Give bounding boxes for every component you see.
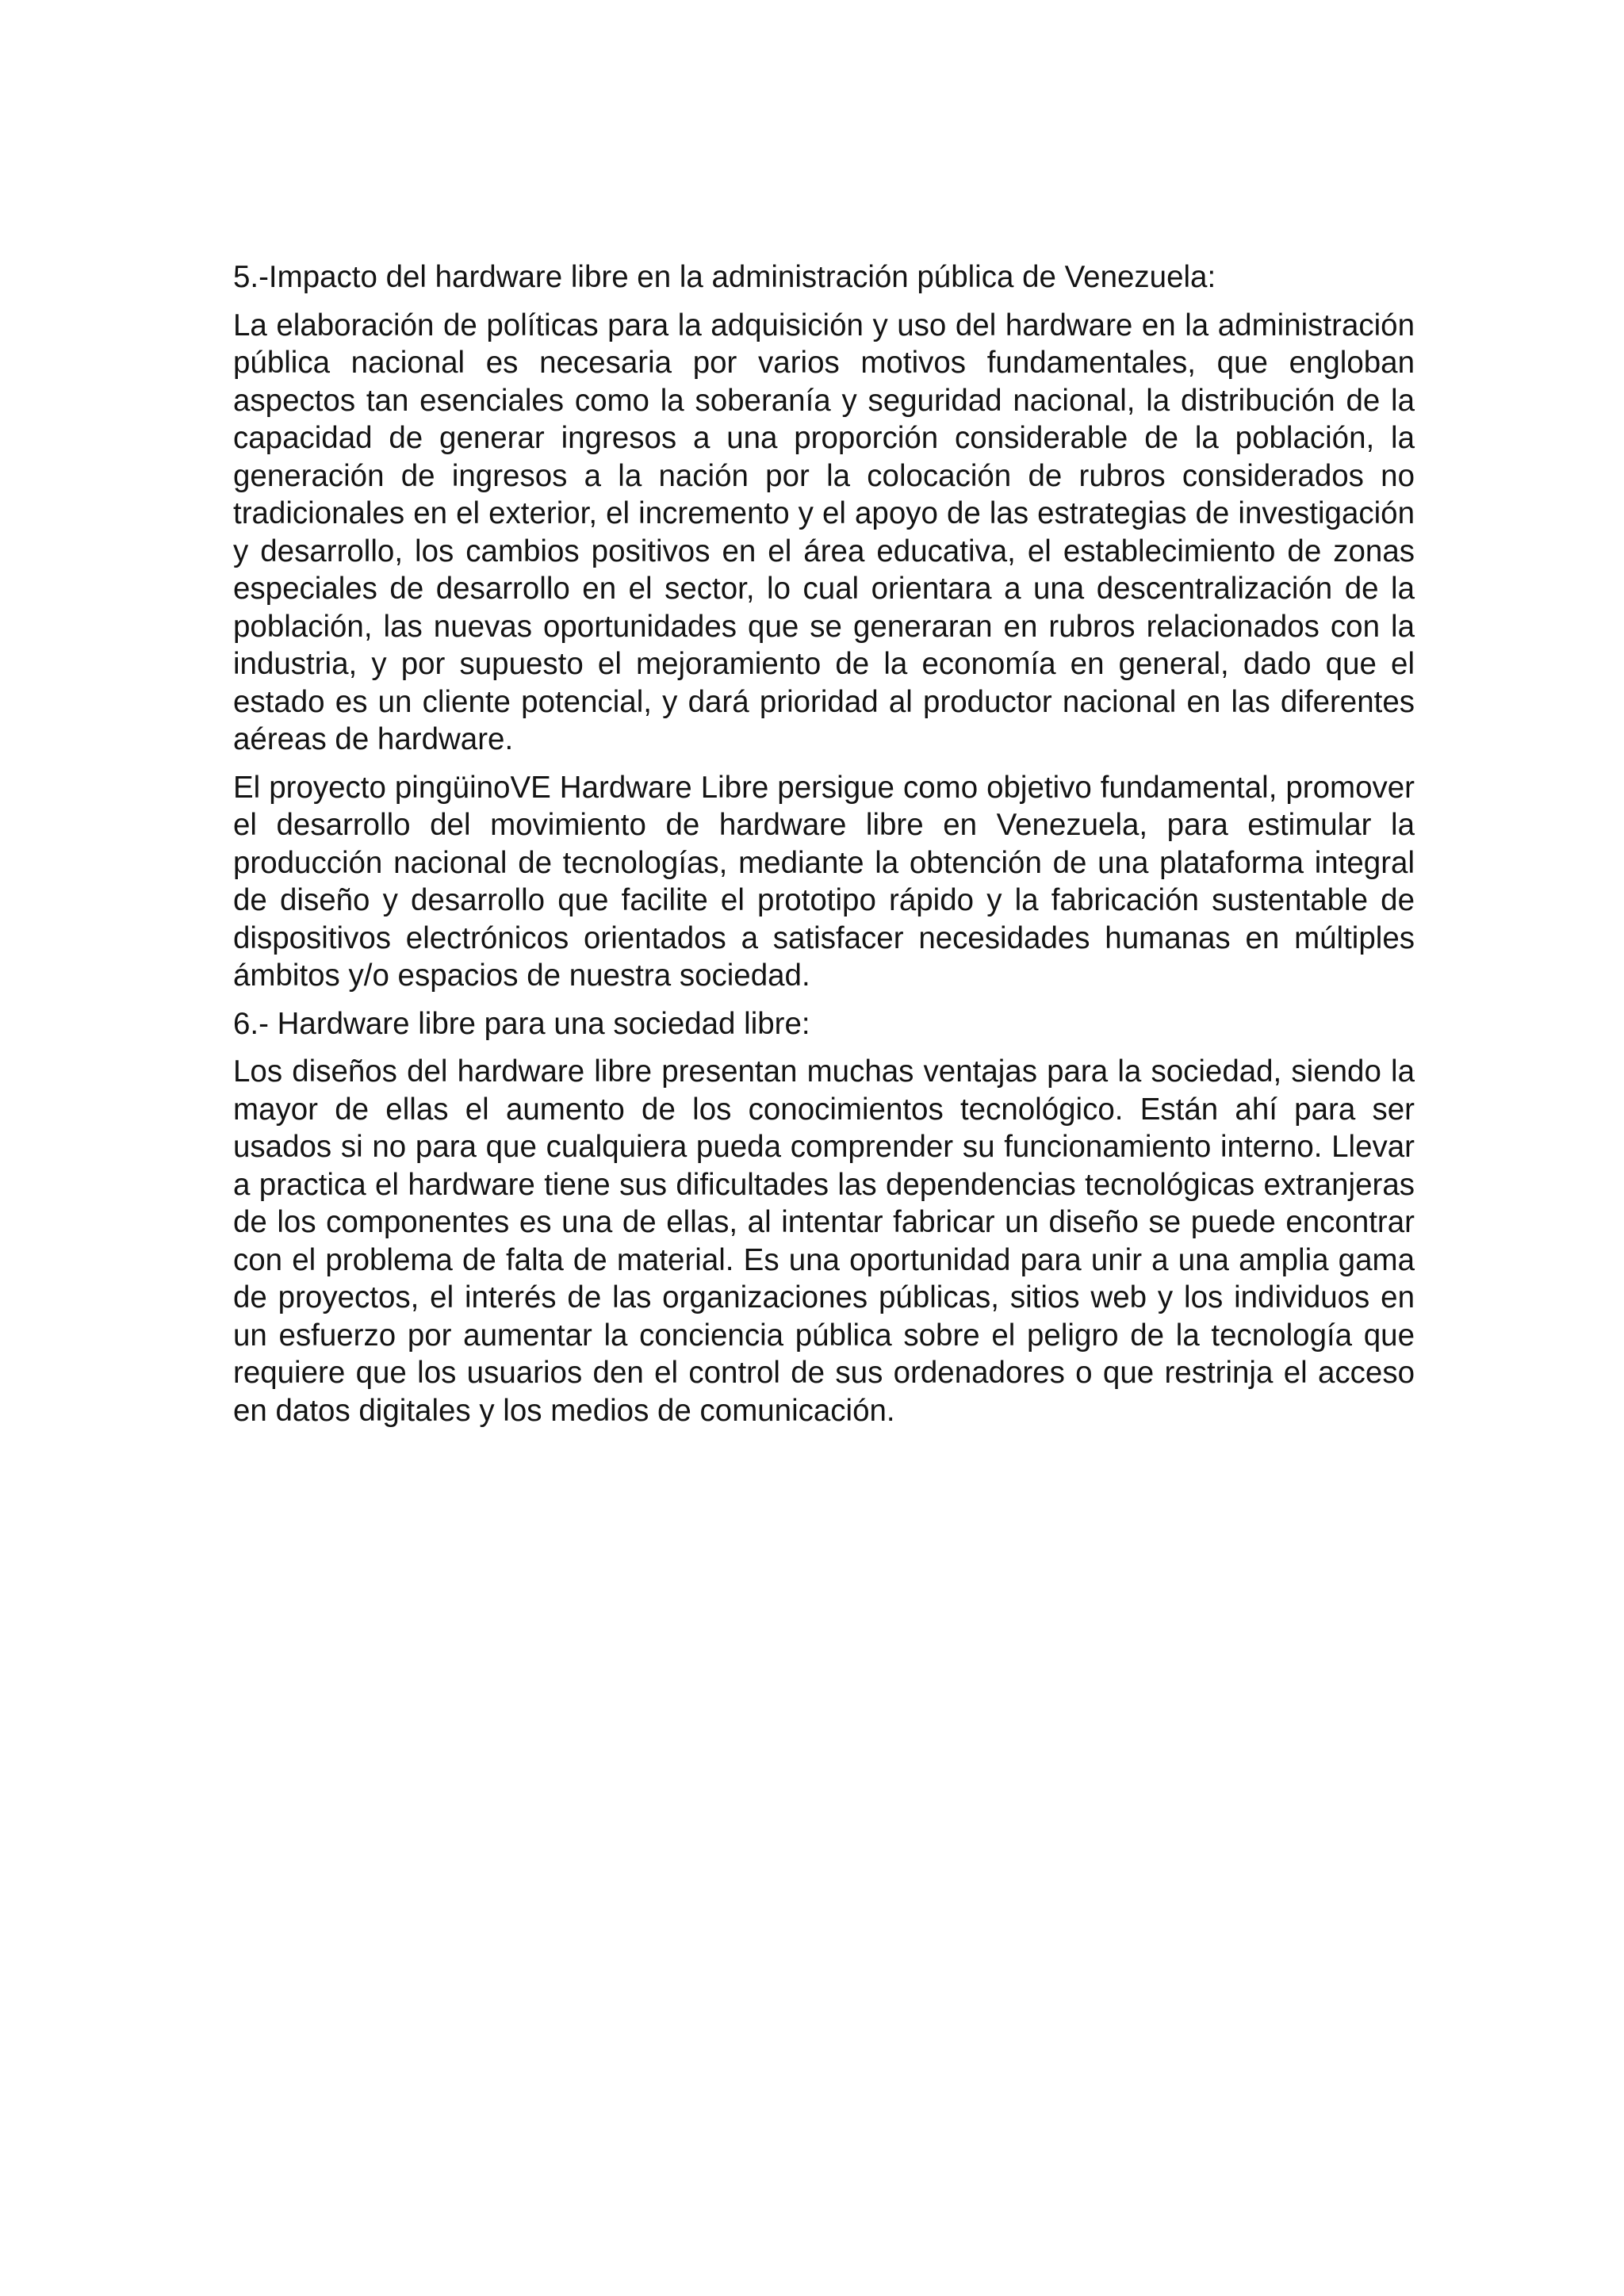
section-6-heading: 6.- Hardware libre para una sociedad libre: [233, 1006, 810, 1041]
document-body [233, 258, 1415, 1440]
section-6 [233, 1005, 1415, 1430]
section-5-heading: 5.-Impacto del hardware libre en la administración pública de Venezuela: [233, 260, 1216, 294]
section-5-paragraph-1: La elaboración de políticas para la adquisición y uso del hardware en la administración pública nacional es necesaria por varios motivos fundamentales, que engloban aspectos tan esenciales como la soberanía y seguridad nacional, la distribución de la capacidad de generar ingresos a una proporción considerable de la población, la generación de ingresos a la nación por la colocación de rubros considerados no tradicionales en el exterior, el incremento y el apoyo de las estrategias de investigación y desarrollo, los cambios positivos en el área educativa, el establecimiento de zonas especiales de desarrollo en el sector, lo cual orientara a una descentralización de la población, las nuevas oportunidades que se generaran en rubros relacionados con la industria, y por supuesto el mejoramiento de la economía en general, dado que el estado es un cliente potencial, y dará prioridad al productor nacional en las diferentes aéreas de hardware. [233, 308, 1415, 756]
section-6-paragraph-1: Los diseños del hardware libre presentan muchas ventajas para la sociedad, siendo la mayor de ellas el aumento de los conocimientos tecnológico. Están ahí para ser usados si no para que cualquiera pueda comprender su funcionamiento interno. Llevar a practica el hardware tiene sus dificultades las dependencias tecnológicas extranjeras de los componentes es una de ellas, al intentar fabricar un diseño se puede encontrar con el problema de falta de material. Es una oportunidad para unir a una amplia gama de proyectos, el interés de las organizaciones públicas, sitios web y los individuos en un esfuerzo por aumentar la conciencia pública sobre el peligro de la tecnología que requiere que los usuarios den el control de sus ordenadores o que restrinja el acceso en datos digitales y los medios de comunicación. [233, 1054, 1415, 1428]
section-5 [233, 258, 1415, 995]
section-5-paragraph-2: El proyecto pingüinoVE Hardware Libre persigue como objetivo fundamental, promover el desarrollo del movimiento de hardware libre en Venezuela, para estimular la producción nacional de tecnologías, mediante la obtención de una plataforma integral de diseño y desarrollo que facilite el prototipo rápido y la fabricación sustentable de dispositivos electrónicos orientados a satisfacer necesidades humanas en múltiples ámbitos y/o espacios de nuestra sociedad. [233, 770, 1415, 993]
